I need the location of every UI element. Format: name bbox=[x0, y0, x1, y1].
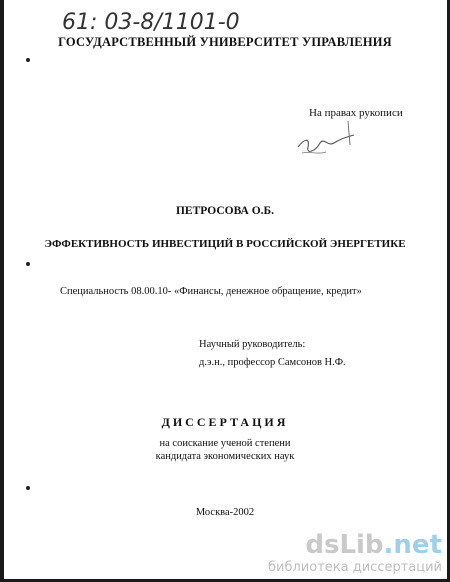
watermark-subtitle: библиотека диссертаций bbox=[268, 560, 442, 575]
binding-hole-mark bbox=[26, 486, 30, 490]
dissertation-title: ЭФФЕКТИВНОСТЬ ИНВЕСТИЦИЙ В РОССИЙСКОЙ ЭНЕРГЕТИКЕ bbox=[44, 238, 406, 250]
document-type: ДИССЕРТАЦИЯ bbox=[161, 415, 289, 429]
rights-note: На правах рукописи bbox=[309, 107, 403, 119]
binding-hole-mark bbox=[26, 262, 30, 266]
degree-line-1: на соискание ученой степени bbox=[159, 438, 291, 449]
logo-accent-text: .net bbox=[383, 530, 442, 560]
logo-main-text: dsLib bbox=[305, 530, 384, 560]
university-name: ГОСУДАРСТВЕННЫЙ УНИВЕРСИТЕТ УПРАВЛЕНИЯ bbox=[58, 35, 392, 49]
dslib-logo bbox=[305, 532, 442, 558]
degree-line-2: кандидата экономических наук bbox=[155, 451, 295, 462]
dslib-watermark bbox=[268, 532, 442, 575]
author-name: ПЕТРОСОВА О.Б. bbox=[175, 205, 274, 217]
advisor-label: Научный руководитель: bbox=[199, 339, 306, 350]
scan-edge-left bbox=[0, 0, 4, 582]
city-year: Москва-2002 bbox=[195, 507, 255, 518]
handwritten-signature bbox=[290, 117, 370, 162]
binding-hole-mark bbox=[26, 58, 30, 62]
specialty-line: Специальность 08.00.10- «Финансы, денежное обращение, кредит» bbox=[60, 286, 362, 297]
advisor-name: д.э.н., профессор Самсонов Н.Ф. bbox=[199, 357, 346, 368]
handwritten-archive-code bbox=[58, 2, 258, 38]
handwritten-code-text: 61: 03-8/1101-0 bbox=[62, 10, 240, 35]
